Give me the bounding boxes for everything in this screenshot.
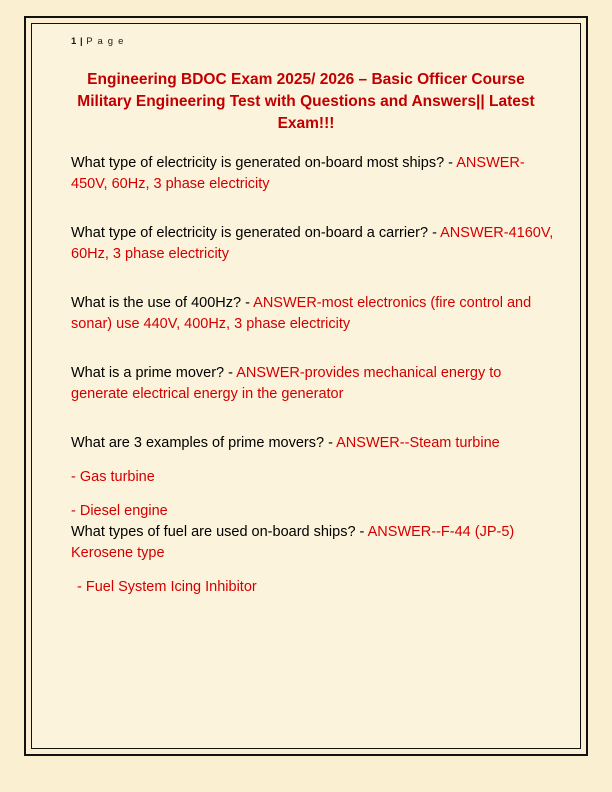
qa-block <box>71 363 558 405</box>
qa-block <box>71 223 558 265</box>
qa-block <box>71 153 558 195</box>
qa-block <box>71 433 558 454</box>
page-number-label: P a g e <box>86 36 125 47</box>
page-content <box>46 32 566 740</box>
page-number-value: 1 <box>71 36 77 47</box>
question-text: What is the use of 400Hz? - <box>71 295 254 312</box>
answer-text: ANSWER--Steam turbine <box>336 435 500 452</box>
answer-extra-line: - Gas turbine <box>71 469 155 486</box>
answer-text: ANSWER-provides mechanical energy to generate electrical energy in the generator <box>71 365 502 403</box>
answer-text: ANSWER-450V, 60Hz, 3 phase electricity <box>71 155 525 193</box>
question-text: What types of fuel are used on-board ships? - <box>71 524 368 541</box>
page-title: Engineering BDOC Exam 2025/ 2026 – Basic Officer Course Military Engineering Test with Questions and Answers|| Latest Exam!!! <box>77 71 535 132</box>
answer-text: ANSWER-most electronics (fire control and sonar) use 440V, 400Hz, 3 phase electricity <box>71 295 532 333</box>
answer-text: ANSWER--F-44 (JP-5) Kerosene type <box>71 524 515 562</box>
page-number-separator: | <box>79 36 84 47</box>
question-text: What is a prime mover? - <box>71 365 237 382</box>
answer-text: ANSWER-4160V, 60Hz, 3 phase electricity <box>71 225 554 263</box>
question-text: What type of electricity is generated on-board a carrier? - <box>71 225 441 242</box>
qa-block <box>71 293 558 335</box>
question-text: What are 3 examples of prime movers? - <box>71 435 337 452</box>
question-text: What type of electricity is generated on-board most ships? - <box>71 155 457 171</box>
answer-extra-line: - Fuel System Icing Inhibitor <box>77 579 257 596</box>
answer-extra-line: - Diesel engine <box>71 503 168 520</box>
page-number <box>71 36 566 47</box>
qa-block <box>71 522 558 564</box>
